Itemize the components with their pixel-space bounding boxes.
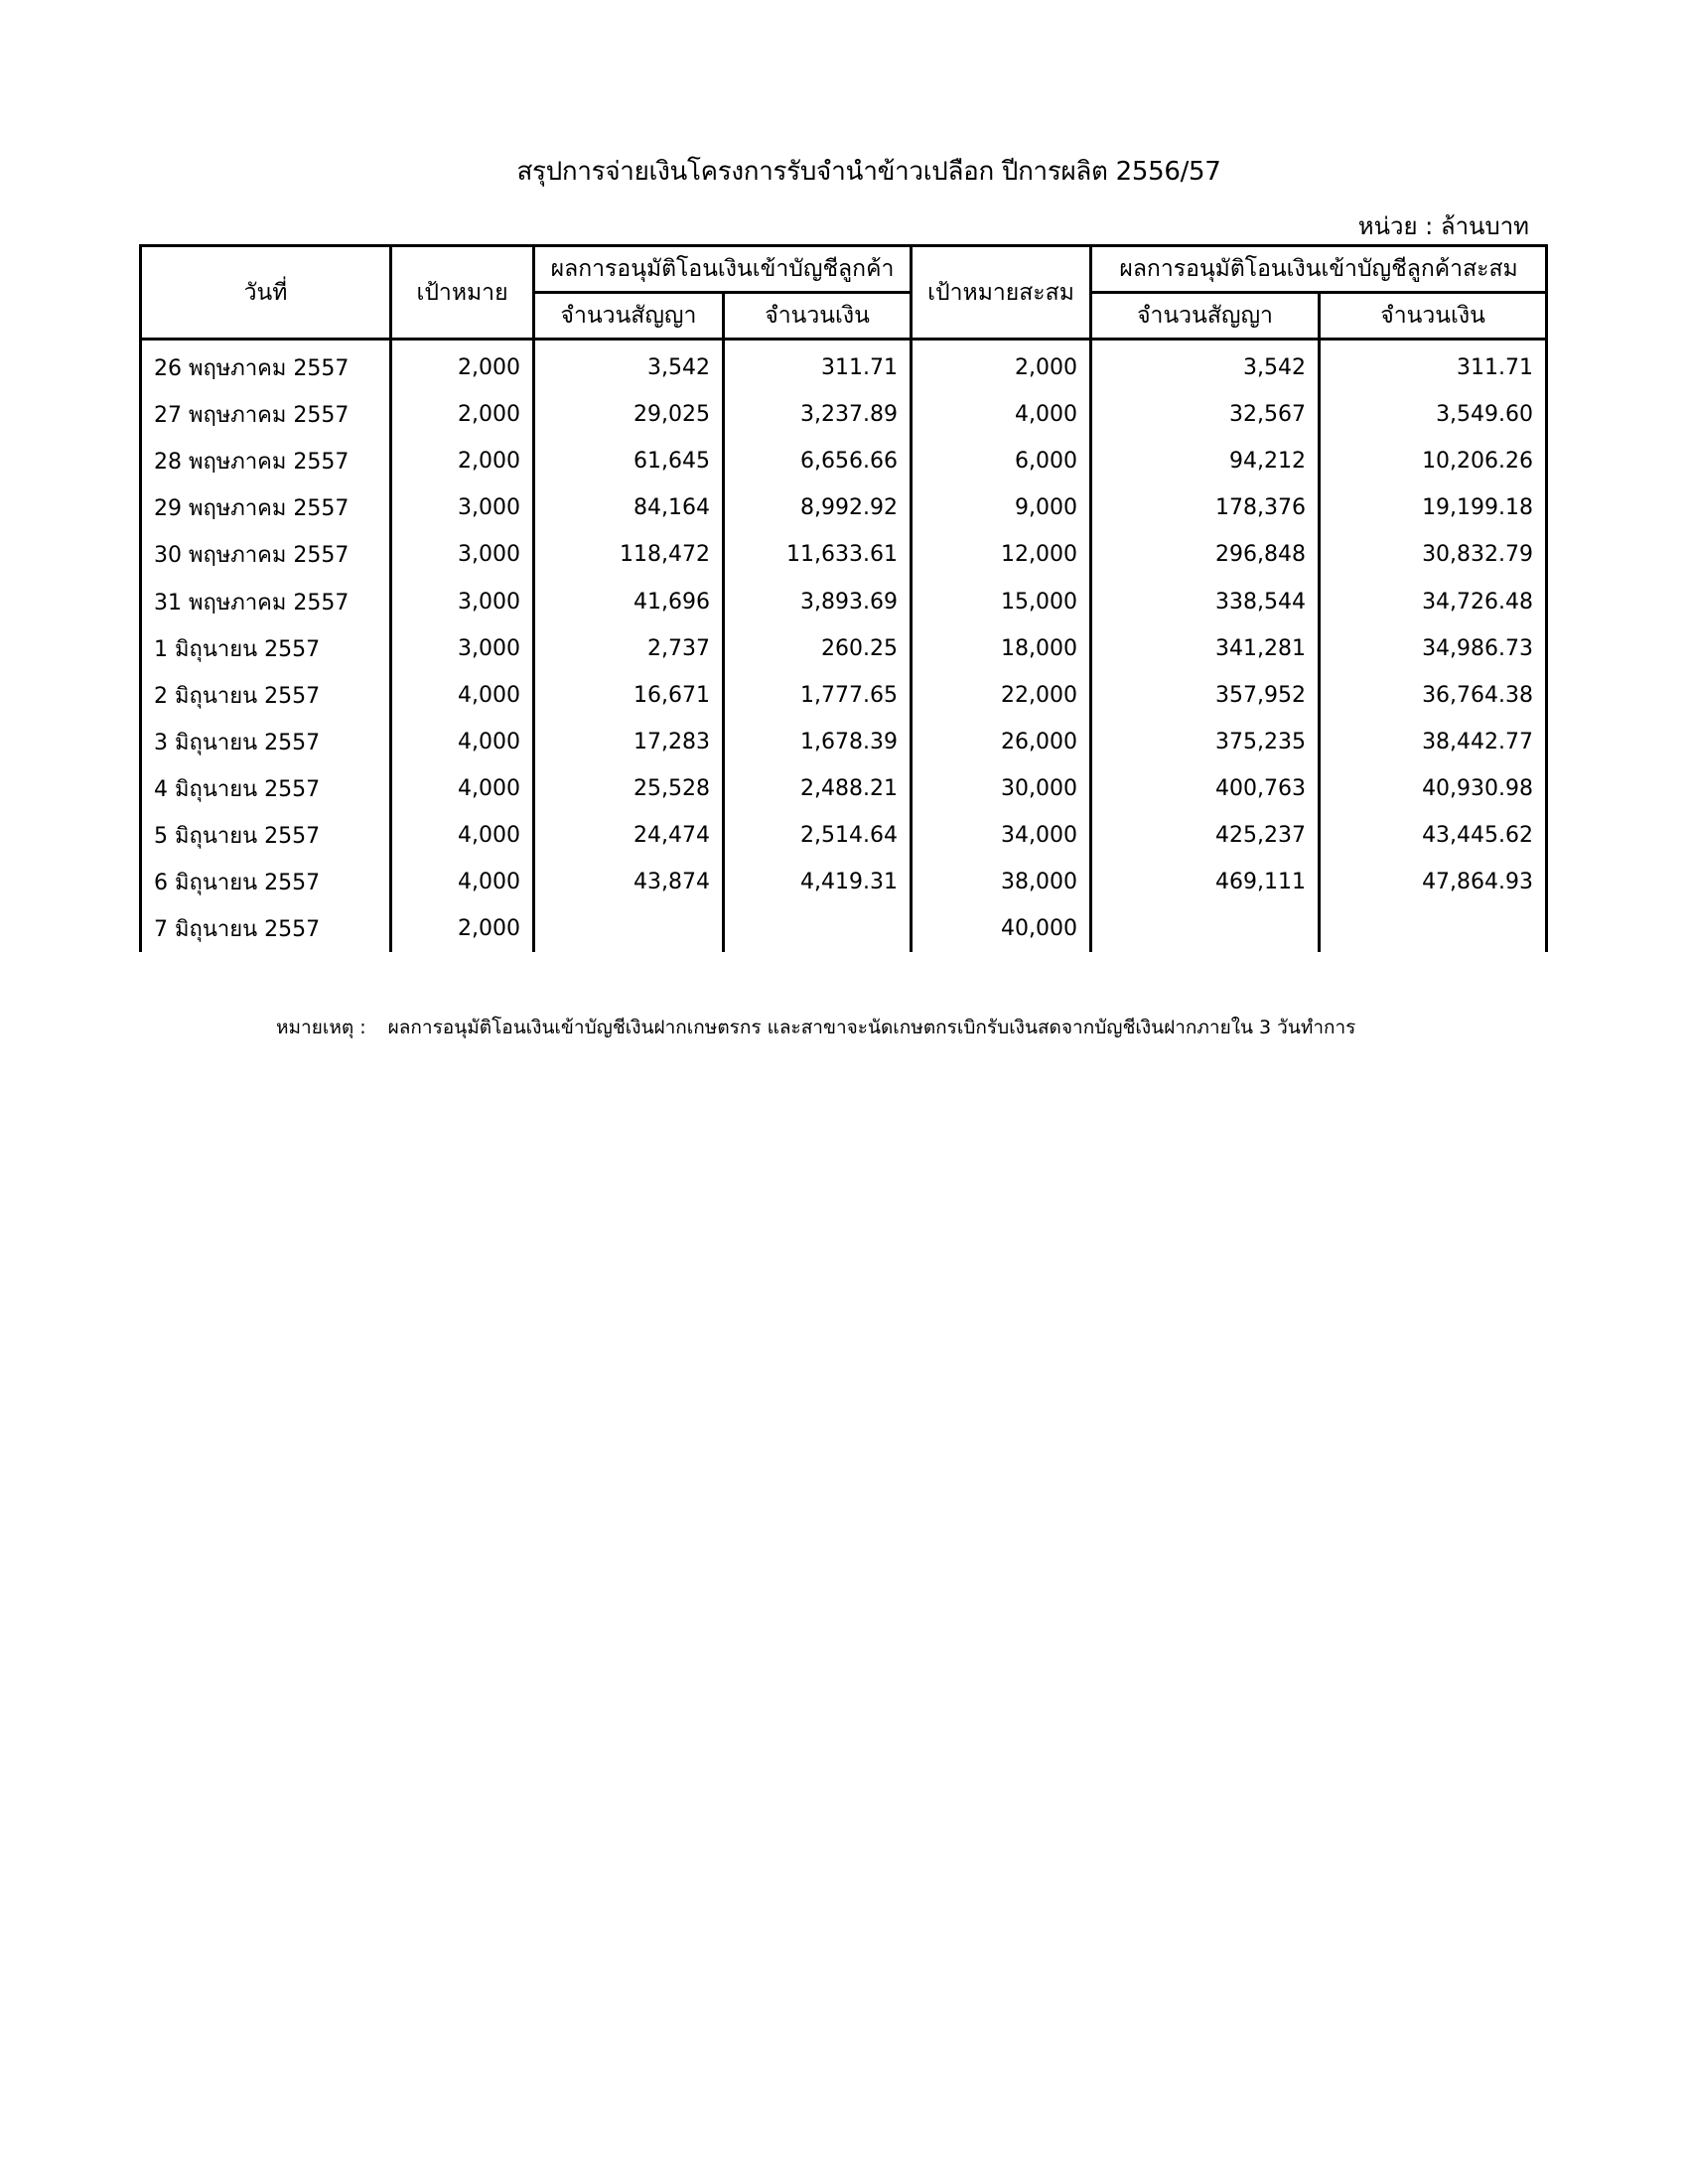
cell-cumulative-contracts: 425,237 <box>1091 812 1320 859</box>
cell-target: 4,000 <box>391 719 534 765</box>
header-cumulative-contracts: จำนวนสัญญา <box>1091 293 1320 340</box>
cell-cumulative-amount: 34,726.48 <box>1320 578 1547 624</box>
table-row <box>141 765 1547 812</box>
cell-amount: 11,633.61 <box>724 531 912 578</box>
cell-date: 30 พฤษภาคม 2557 <box>141 531 391 578</box>
table-row <box>141 625 1547 672</box>
cell-amount: 6,656.66 <box>724 438 912 484</box>
cell-cumulative-amount: 43,445.62 <box>1320 812 1547 859</box>
cell-cumulative-target: 26,000 <box>912 719 1091 765</box>
footnote-label: หมายเหตุ : <box>276 1017 366 1038</box>
cell-cumulative-contracts: 296,848 <box>1091 531 1320 578</box>
header-approval-group: ผลการอนุมัติโอนเงินเข้าบัญชีลูกค้า <box>534 246 912 293</box>
table-row <box>141 719 1547 765</box>
cell-cumulative-amount: 30,832.79 <box>1320 531 1547 578</box>
table-row <box>141 812 1547 859</box>
cell-cumulative-amount: 34,986.73 <box>1320 625 1547 672</box>
cell-cumulative-contracts: 3,542 <box>1091 340 1320 392</box>
payment-summary-table <box>139 244 1548 952</box>
document-title: สรุปการจ่ายเงินโครงการรับจำนำข้าวเปลือก ปีการผลิต 2556/57 <box>516 157 1221 187</box>
cell-cumulative-target: 9,000 <box>912 484 1091 531</box>
cell-contracts: 16,671 <box>534 672 724 719</box>
header-date: วันที่ <box>141 246 391 340</box>
unit-label: หน่วย : ล้านบาท <box>1357 212 1529 240</box>
cell-target: 3,000 <box>391 625 534 672</box>
cell-cumulative-amount <box>1320 905 1547 952</box>
table-row <box>141 905 1547 952</box>
cell-target: 2,000 <box>391 438 534 484</box>
cell-cumulative-contracts: 400,763 <box>1091 765 1320 812</box>
cell-amount: 1,678.39 <box>724 719 912 765</box>
cell-date: 3 มิถุนายน 2557 <box>141 719 391 765</box>
header-contracts: จำนวนสัญญา <box>534 293 724 340</box>
cell-date: 27 พฤษภาคม 2557 <box>141 391 391 438</box>
cell-cumulative-amount: 36,764.38 <box>1320 672 1547 719</box>
header-cumulative-target: เป้าหมายสะสม <box>912 246 1091 340</box>
cell-contracts: 61,645 <box>534 438 724 484</box>
cell-date: 28 พฤษภาคม 2557 <box>141 438 391 484</box>
cell-amount <box>724 905 912 952</box>
footnote <box>276 1013 1355 1042</box>
cell-date: 31 พฤษภาคม 2557 <box>141 578 391 624</box>
cell-cumulative-amount: 311.71 <box>1320 340 1547 392</box>
cell-cumulative-target: 4,000 <box>912 391 1091 438</box>
cell-cumulative-target: 15,000 <box>912 578 1091 624</box>
cell-target: 4,000 <box>391 812 534 859</box>
cell-contracts: 3,542 <box>534 340 724 392</box>
cell-cumulative-contracts: 94,212 <box>1091 438 1320 484</box>
cell-cumulative-amount: 47,864.93 <box>1320 859 1547 905</box>
cell-contracts: 2,737 <box>534 625 724 672</box>
header-amount: จำนวนเงิน <box>724 293 912 340</box>
cell-contracts: 24,474 <box>534 812 724 859</box>
cell-date: 6 มิถุนายน 2557 <box>141 859 391 905</box>
cell-cumulative-target: 18,000 <box>912 625 1091 672</box>
header-cumulative-group: ผลการอนุมัติโอนเงินเข้าบัญชีลูกค้าสะสม <box>1091 246 1547 293</box>
table-row <box>141 438 1547 484</box>
cell-contracts <box>534 905 724 952</box>
cell-date: 5 มิถุนายน 2557 <box>141 812 391 859</box>
cell-contracts: 17,283 <box>534 719 724 765</box>
table-row <box>141 672 1547 719</box>
cell-target: 4,000 <box>391 672 534 719</box>
cell-cumulative-contracts: 338,544 <box>1091 578 1320 624</box>
cell-cumulative-target: 40,000 <box>912 905 1091 952</box>
cell-date: 29 พฤษภาคม 2557 <box>141 484 391 531</box>
cell-contracts: 25,528 <box>534 765 724 812</box>
cell-date: 26 พฤษภาคม 2557 <box>141 340 391 392</box>
table-row <box>141 578 1547 624</box>
table-row <box>141 340 1547 392</box>
header-cumulative-amount: จำนวนเงิน <box>1320 293 1547 340</box>
cell-target: 2,000 <box>391 391 534 438</box>
cell-cumulative-contracts: 469,111 <box>1091 859 1320 905</box>
cell-cumulative-amount: 3,549.60 <box>1320 391 1547 438</box>
cell-target: 4,000 <box>391 765 534 812</box>
cell-cumulative-amount: 19,199.18 <box>1320 484 1547 531</box>
cell-date: 2 มิถุนายน 2557 <box>141 672 391 719</box>
cell-cumulative-target: 2,000 <box>912 340 1091 392</box>
cell-amount: 1,777.65 <box>724 672 912 719</box>
cell-amount: 2,514.64 <box>724 812 912 859</box>
cell-target: 2,000 <box>391 905 534 952</box>
cell-cumulative-target: 38,000 <box>912 859 1091 905</box>
cell-cumulative-target: 12,000 <box>912 531 1091 578</box>
cell-cumulative-contracts: 375,235 <box>1091 719 1320 765</box>
cell-amount: 8,992.92 <box>724 484 912 531</box>
cell-contracts: 41,696 <box>534 578 724 624</box>
cell-amount: 2,488.21 <box>724 765 912 812</box>
cell-contracts: 29,025 <box>534 391 724 438</box>
cell-amount: 4,419.31 <box>724 859 912 905</box>
cell-target: 4,000 <box>391 859 534 905</box>
footnote-text: ผลการอนุมัติโอนเงินเข้าบัญชีเงินฝากเกษตรกร และสาขาจะนัดเกษตกรเบิกรับเงินสดจากบัญชีเงินฝากภายใน 3 วันทำการ <box>387 1017 1356 1038</box>
cell-cumulative-contracts: 357,952 <box>1091 672 1320 719</box>
cell-cumulative-contracts: 341,281 <box>1091 625 1320 672</box>
cell-cumulative-target: 22,000 <box>912 672 1091 719</box>
cell-cumulative-amount: 38,442.77 <box>1320 719 1547 765</box>
cell-amount: 260.25 <box>724 625 912 672</box>
cell-date: 7 มิถุนายน 2557 <box>141 905 391 952</box>
table-row <box>141 391 1547 438</box>
table-row <box>141 859 1547 905</box>
cell-cumulative-target: 34,000 <box>912 812 1091 859</box>
cell-cumulative-contracts <box>1091 905 1320 952</box>
cell-amount: 3,893.69 <box>724 578 912 624</box>
cell-contracts: 84,164 <box>534 484 724 531</box>
cell-target: 3,000 <box>391 531 534 578</box>
table-row <box>141 484 1547 531</box>
cell-amount: 311.71 <box>724 340 912 392</box>
table-row <box>141 531 1547 578</box>
cell-cumulative-target: 30,000 <box>912 765 1091 812</box>
cell-cumulative-contracts: 32,567 <box>1091 391 1320 438</box>
cell-cumulative-amount: 10,206.26 <box>1320 438 1547 484</box>
cell-date: 1 มิถุนายน 2557 <box>141 625 391 672</box>
cell-cumulative-target: 6,000 <box>912 438 1091 484</box>
cell-contracts: 118,472 <box>534 531 724 578</box>
cell-target: 3,000 <box>391 578 534 624</box>
cell-amount: 3,237.89 <box>724 391 912 438</box>
cell-cumulative-amount: 40,930.98 <box>1320 765 1547 812</box>
cell-contracts: 43,874 <box>534 859 724 905</box>
cell-cumulative-contracts: 178,376 <box>1091 484 1320 531</box>
cell-date: 4 มิถุนายน 2557 <box>141 765 391 812</box>
cell-target: 3,000 <box>391 484 534 531</box>
cell-target: 2,000 <box>391 340 534 392</box>
header-target: เป้าหมาย <box>391 246 534 340</box>
